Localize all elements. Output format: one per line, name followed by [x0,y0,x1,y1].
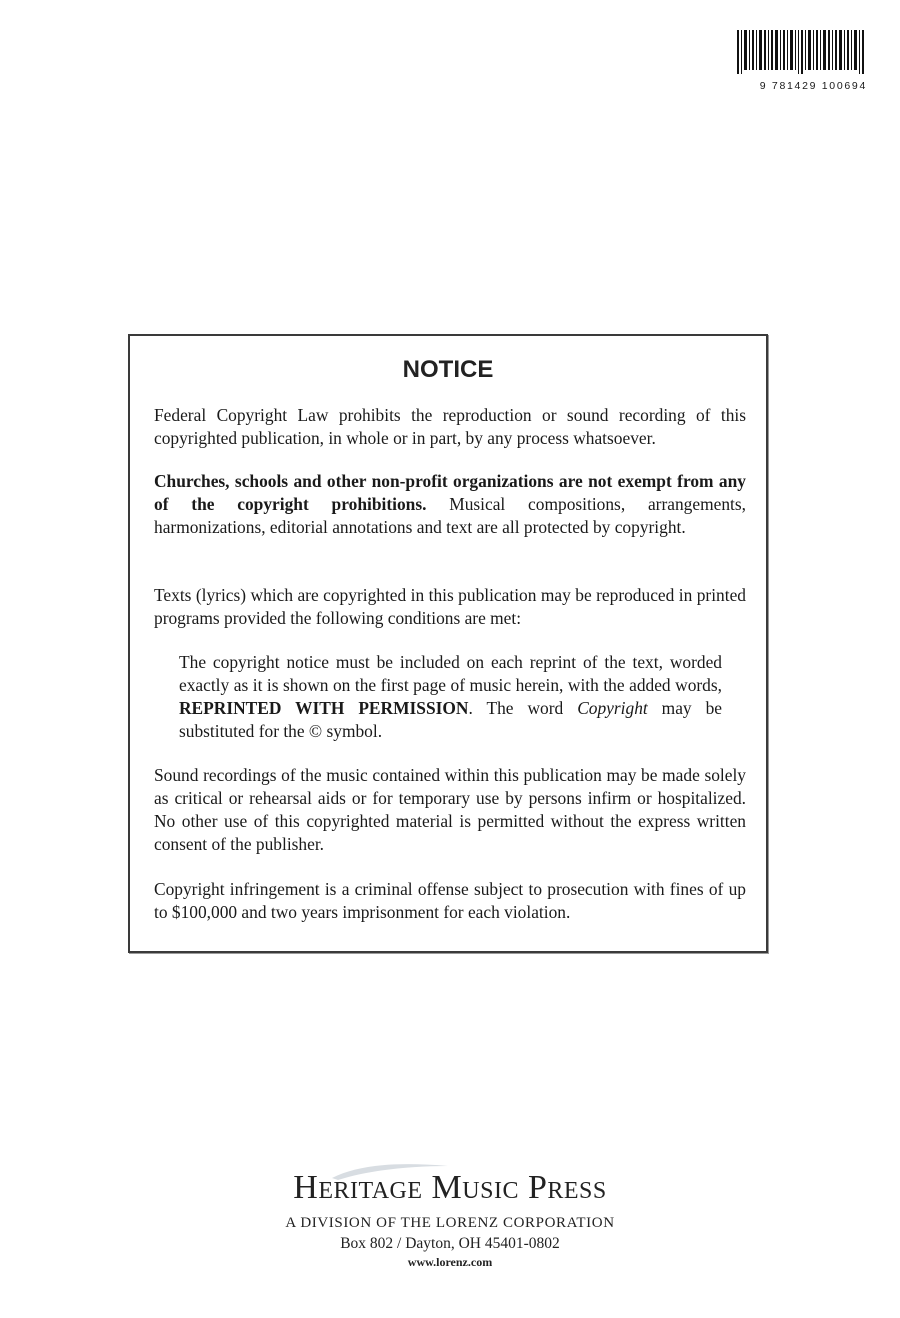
copyright-italic: Copyright [577,698,648,718]
notice-title: NOTICE [402,356,494,383]
conditions-text-a: The copyright notice must be included on each reprint of the text, worded exactly as it is shown on the first page of music herein, with the added words, [179,652,722,695]
notice-paragraph-infringement: Copyright infringement is a criminal offense subject to prosecution with fines of up to $100,000 and two years imprisonment for each violation. [154,879,746,922]
conditions-text-b: . The word [468,698,578,718]
notice-paragraph-recordings: Sound recordings of the music contained within this publication may be made solely as critical or rehearsal aids or for temporary use by persons infirm or hospitalized. No other use of this copyrighted material is permitted without the express written consent of the publisher. [154,765,746,854]
reprinted-with-permission: REPRINTED WITH PERMISSION [179,698,469,718]
notice-paragraph-law: Federal Copyright Law prohibits the reproduction or sound recording of this copyrighted publication, in whole or in part, by any process whatsoever. [154,405,746,448]
publisher-division: A DIVISION OF THE LORENZ CORPORATION [285,1215,615,1231]
notice-paragraph-conditions [179,651,722,743]
notice-paragraph-texts: Texts (lyrics) which are copyrighted in this publication may be reproduced in printed programs provided the following conditions are met: [154,585,746,628]
publisher-name: Heritage Music Press [293,1169,607,1206]
publisher-address: Box 802 / Dayton, OH 45401-0802 [340,1235,560,1252]
barcode [737,30,867,110]
notice-paragraph-exempt [154,470,746,539]
notice-exempt-bold: Churches, schools and other non-profit organizations are not exempt from any of the copyright prohibitions. [154,471,746,514]
barcode-bars [737,30,867,74]
notice-exempt-rest: Musical compositions, arrangements, harmonizations, editorial annotations and text are all protected by copyright. [154,494,746,537]
conditions-text-c: may be substituted for the © symbol. [179,698,722,741]
notice-box [128,334,768,953]
barcode-digits: 9 781429 100694 [759,80,867,92]
publisher-url[interactable]: www.lorenz.com [407,1255,493,1269]
